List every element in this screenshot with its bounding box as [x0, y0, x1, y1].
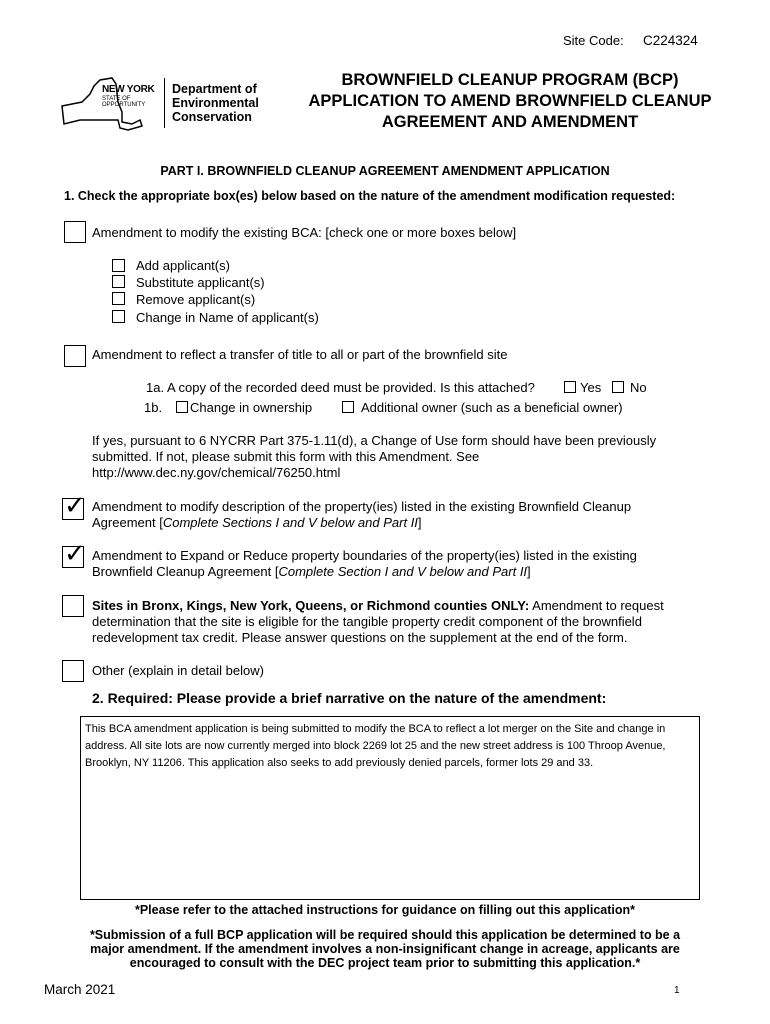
other-label: Other (explain in detail below): [92, 663, 264, 678]
logo-state-line3: OPPORTUNITY: [102, 102, 146, 108]
page-number: 1: [674, 985, 680, 996]
deed-yes-checkbox[interactable]: [564, 381, 576, 393]
nyc-counties-line1-text: Amendment to request: [529, 598, 664, 613]
question-1b: 1b.: [144, 400, 163, 415]
change-ownership-checkbox[interactable]: [176, 401, 188, 413]
submission-note-line2: major amendment. If the amendment involves a non-insignificant change in acreage, applicants are: [90, 942, 680, 956]
modify-description-bracket: ]: [417, 515, 422, 530]
form-title: [270, 70, 750, 133]
question-1a: 1a. A copy of the recorded deed must be provided. Is this attached?: [146, 380, 535, 395]
title-line1: BROWNFIELD CLEANUP PROGRAM (BCP): [341, 71, 679, 89]
logo-dept-line3: Conservation: [172, 110, 252, 124]
nyc-counties-line2: determination that the site is eligible for the tangible property credit component of the brownfield: [92, 614, 642, 629]
deed-yes-label: Yes: [580, 380, 602, 395]
site-code-value: C224324: [643, 33, 698, 48]
transfer-title-label: Amendment to reflect a transfer of title to all or part of the brownfield site: [92, 347, 508, 362]
deed-no-checkbox[interactable]: [612, 381, 624, 393]
part1-heading: PART I. BROWNFIELD CLEANUP AGREEMENT AMENDMENT APPLICATION: [160, 164, 610, 178]
expand-reduce-line2: [92, 564, 637, 580]
modify-description-line1: Amendment to modify description of the property(ies) listed in the existing Brownfield Cleanup: [92, 499, 632, 514]
add-applicant-label: Add applicant(s): [136, 258, 230, 273]
title-line3: AGREEMENT AND AMENDMENT: [381, 113, 639, 131]
change-use-link[interactable]: http://www.dec.ny.gov/chemical/76250.html: [92, 465, 341, 480]
change-ownership-label: Change in ownership: [190, 400, 313, 415]
modify-description-line2: [92, 515, 631, 531]
nyc-counties-line1: [92, 598, 664, 614]
additional-owner-label: Additional owner (such as a beneficial owner): [361, 400, 623, 415]
nyc-counties-bold: Sites in Bronx, Kings, New York, Queens, or Richmond counties ONLY:: [92, 598, 530, 613]
title-line2: APPLICATION TO AMEND BROWNFIELD CLEANUP: [308, 92, 712, 110]
add-applicant-checkbox[interactable]: [112, 259, 125, 272]
change-use-line2: submitted. If not, please submit this form with this Amendment. See: [92, 449, 480, 464]
expand-reduce-bracket: ]: [527, 564, 531, 579]
question-2: 2. Required: Please provide a brief narrative on the nature of the amendment:: [92, 690, 607, 706]
logo-dept-line1: Department of: [172, 82, 257, 96]
modify-bca-label: Amendment to modify the existing BCA: [check one or more boxes below]: [92, 225, 517, 240]
deed-no-label: No: [630, 380, 647, 395]
remove-applicant-checkbox[interactable]: [112, 292, 125, 305]
expand-reduce-label: [92, 548, 637, 580]
expand-reduce-checkbox[interactable]: [62, 539, 86, 569]
logo-state-line2: STATE OF: [102, 96, 131, 102]
substitute-applicant-label: Substitute applicant(s): [136, 275, 265, 290]
expand-reduce-line1: Amendment to Expand or Reduce property boundaries of the property(ies) listed in the existing: [92, 548, 637, 563]
change-use-note: [92, 433, 656, 481]
change-name-applicant-label: Change in Name of applicant(s): [136, 310, 319, 325]
additional-owner-checkbox[interactable]: [342, 401, 354, 413]
nyc-counties-checkbox[interactable]: [62, 595, 84, 617]
submission-note: [0, 928, 770, 970]
logo-state-line1: NEW YORK: [102, 84, 155, 95]
remove-applicant-label: Remove applicant(s): [136, 292, 256, 307]
nyc-counties-label: [92, 598, 664, 646]
nyc-counties-line3: redevelopment tax credit. Please answer questions on the supplement at the end of the form.: [92, 630, 628, 645]
check-mark-icon: ✓: [64, 539, 86, 569]
change-name-applicant-checkbox[interactable]: [112, 310, 125, 323]
modify-description-label: [92, 499, 631, 531]
instructions-note: *Please refer to the attached instructions for guidance on filling out this application*: [134, 903, 636, 917]
question-1: 1. Check the appropriate box(es) below based on the nature of the amendment modification requested:: [64, 189, 676, 203]
transfer-title-checkbox[interactable]: [64, 345, 86, 367]
expand-reduce-instruction: Complete Section I and V below and Part II: [278, 564, 528, 579]
narrative-textbox[interactable]: This BCA amendment application is being submitted to modify the BCA to reflect a lot merger on the Site and change in address. All site lots are now currently merged into block 2269 lot 25 and the new street address is 100 Throop Avenue, Brooklyn, NY 11206. This application also seeks to add previously denied parcels, former lots 29 and 33.: [80, 716, 700, 900]
modify-description-instruction: Complete Sections I and V below and Part II: [162, 515, 418, 530]
submission-note-line3: encouraged to consult with the DEC project team prior to submitting this application.*: [129, 956, 641, 970]
substitute-applicant-checkbox[interactable]: [112, 275, 125, 288]
modify-description-checkbox[interactable]: [62, 491, 86, 521]
change-use-line1: If yes, pursuant to 6 NYCRR Part 375-1.11(d), a Change of Use form should have been previously: [92, 433, 657, 448]
check-mark-icon: ✓: [64, 491, 86, 521]
logo-divider: [164, 78, 165, 128]
modify-bca-checkbox[interactable]: [64, 221, 86, 243]
submission-note-line1: *Submission of a full BCP application will be required should this application be determined to be a: [89, 928, 681, 942]
site-code-label: Site Code:: [563, 33, 624, 48]
modify-description-line2-text: Agreement [: [92, 515, 163, 530]
expand-reduce-line2-text: Brownfield Cleanup Agreement [: [92, 564, 279, 579]
other-checkbox[interactable]: [62, 660, 84, 682]
form-date: March 2021: [44, 982, 116, 997]
logo-dept-line2: Environmental: [172, 96, 259, 110]
